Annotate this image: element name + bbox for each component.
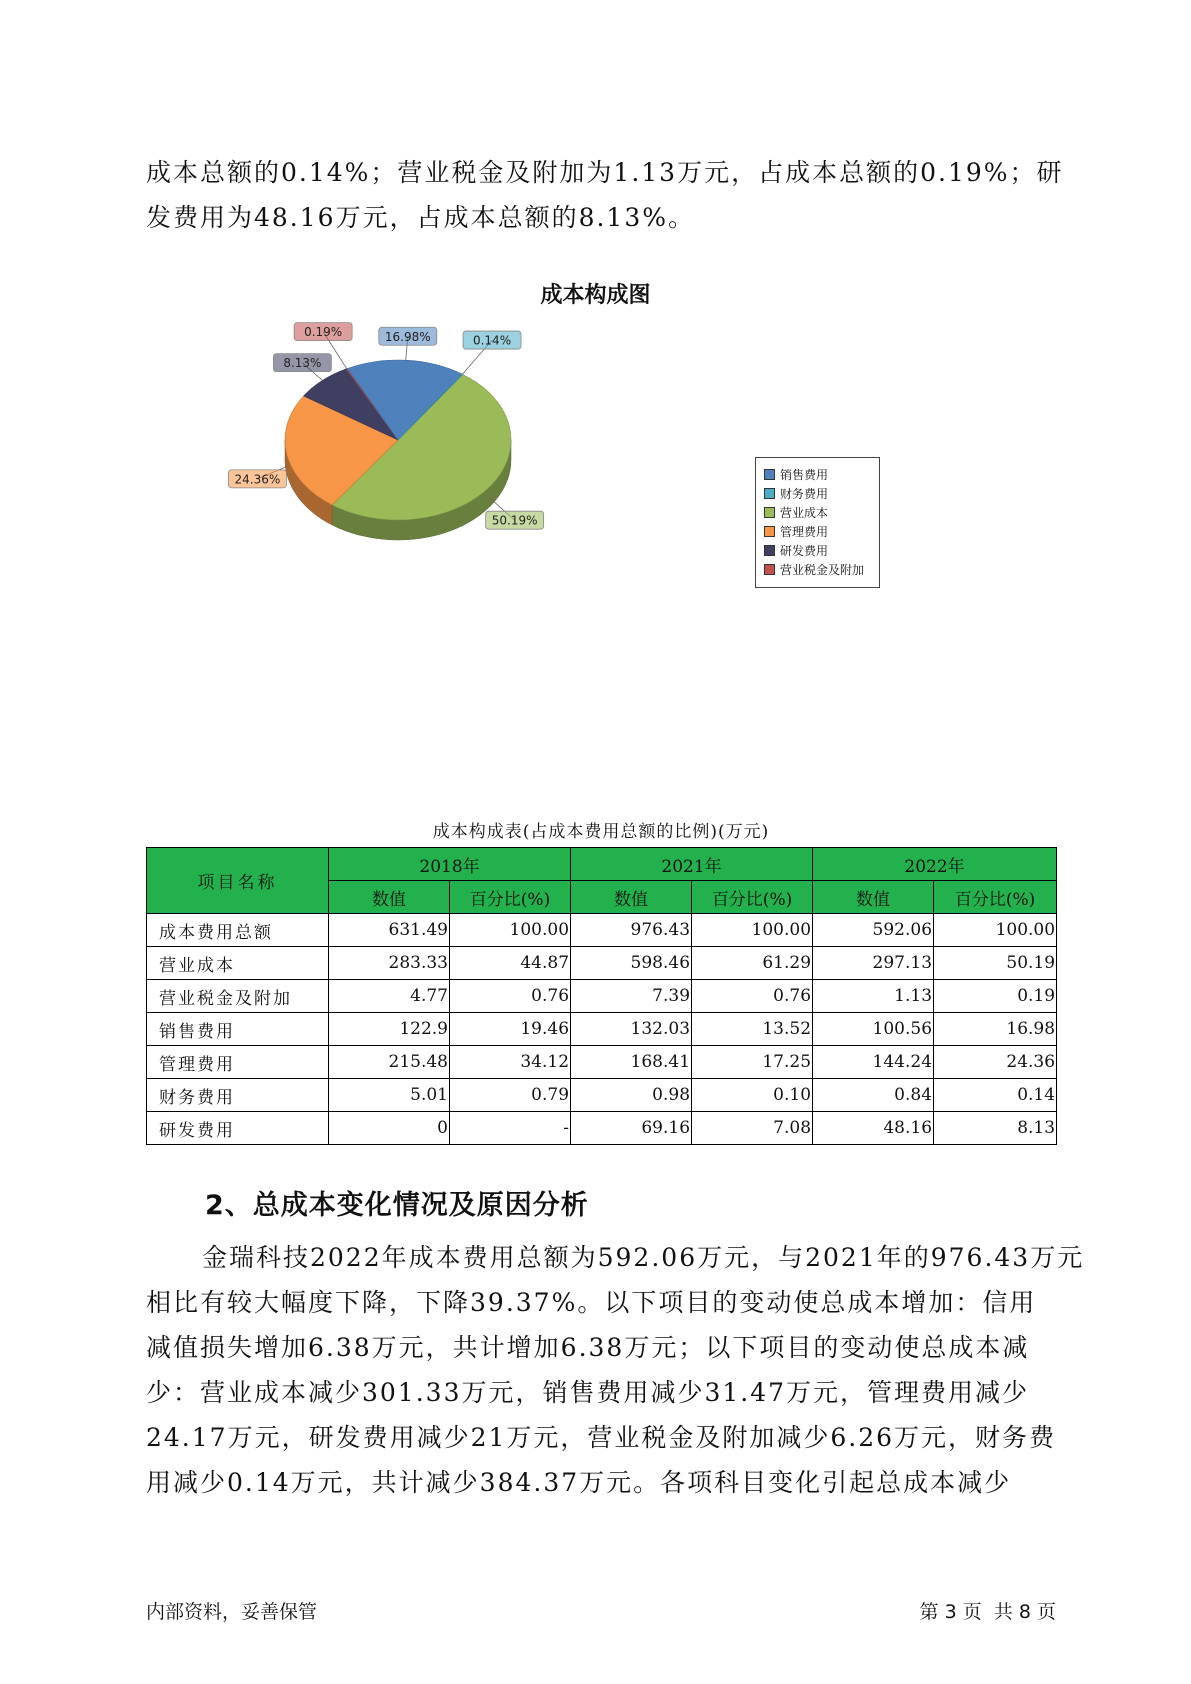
legend-label: 营业成本 xyxy=(780,506,829,520)
table-row xyxy=(147,947,1057,980)
table-header-row xyxy=(147,848,1057,881)
pie-data-label: 0.14% xyxy=(472,333,512,348)
legend-item xyxy=(764,485,879,504)
percent-header: 百分比(%) xyxy=(934,881,1057,914)
page-mid: 页 共 xyxy=(962,1601,1013,1623)
pie-data-label: 24.36% xyxy=(234,472,281,487)
row-name: 销售费用 xyxy=(147,1013,329,1046)
intro-line: 成本总额的0.14%；营业税金及附加为1.13万元，占成本总额的0.19%；研 xyxy=(146,158,1064,187)
table-cell: 0.76 xyxy=(450,980,571,1013)
table-row xyxy=(147,1079,1057,1112)
table-cell: 297.13 xyxy=(813,947,934,980)
value-header: 数值 xyxy=(329,881,450,914)
pie-data-label: 50.19% xyxy=(491,513,538,528)
legend-swatch xyxy=(764,488,775,499)
legend-swatch xyxy=(764,469,775,480)
table-cell: 0.79 xyxy=(450,1079,571,1112)
row-name: 财务费用 xyxy=(147,1079,329,1112)
table-cell: 0.14 xyxy=(934,1079,1057,1112)
table-cell: 0.76 xyxy=(692,980,813,1013)
table-row xyxy=(147,1112,1057,1145)
page-current: 3 xyxy=(944,1601,957,1623)
table-cell: 4.77 xyxy=(329,980,450,1013)
table-cell: 0.19 xyxy=(934,980,1057,1013)
pie-data-label: 8.13% xyxy=(283,356,322,371)
table-cell: 0 xyxy=(329,1112,450,1145)
table-cell: 61.29 xyxy=(692,947,813,980)
table-cell: 283.33 xyxy=(329,947,450,980)
table-cell: 976.43 xyxy=(571,914,692,947)
percent-header: 百分比(%) xyxy=(692,881,813,914)
pie-chart xyxy=(234,325,660,570)
table-cell: 215.48 xyxy=(329,1046,450,1079)
analysis-line: 减值损失增加6.38万元，共计增加6.38万元；以下项目的变动使总成本减 xyxy=(146,1333,1030,1362)
table-cell: 0.84 xyxy=(813,1079,934,1112)
intro-line: 发费用为48.16万元，占成本总额的8.13%。 xyxy=(146,203,695,232)
chart-title: 成本构成图 xyxy=(540,283,651,308)
table-cell: 7.39 xyxy=(571,980,692,1013)
legend-label: 财务费用 xyxy=(780,487,829,501)
footer-confidential-note: 内部资料，妥善保管 xyxy=(146,1601,318,1623)
table-cell: 1.13 xyxy=(813,980,934,1013)
year-header: 2022年 xyxy=(813,848,1057,881)
chart-legend xyxy=(755,457,880,588)
row-name: 营业税金及附加 xyxy=(147,980,329,1013)
page-prefix: 第 xyxy=(919,1601,939,1623)
pie-data-label: 0.19% xyxy=(304,325,343,340)
legend-label: 营业税金及附加 xyxy=(780,563,865,577)
row-name: 管理费用 xyxy=(147,1046,329,1079)
legend-label: 研发费用 xyxy=(780,544,829,558)
year-header: 2018年 xyxy=(329,848,571,881)
table-cell: 592.06 xyxy=(813,914,934,947)
row-name: 研发费用 xyxy=(147,1112,329,1145)
table-cell: 44.87 xyxy=(450,947,571,980)
table-cell: 34.12 xyxy=(450,1046,571,1079)
table-cell: 598.46 xyxy=(571,947,692,980)
pie-data-label: 16.98% xyxy=(384,329,431,344)
table-cell: 7.08 xyxy=(692,1112,813,1145)
legend-swatch xyxy=(764,564,775,575)
table-cell: 8.13 xyxy=(934,1112,1057,1145)
table-cell: 17.25 xyxy=(692,1046,813,1079)
legend-item xyxy=(764,561,879,580)
intro-paragraph xyxy=(146,150,1064,240)
legend-swatch xyxy=(764,507,775,518)
row-name: 营业成本 xyxy=(147,947,329,980)
table-row xyxy=(147,1046,1057,1079)
analysis-paragraph xyxy=(146,1235,1085,1505)
table-cell: 13.52 xyxy=(692,1013,813,1046)
legend-label: 管理费用 xyxy=(780,525,829,539)
section-title: 2、总成本变化情况及原因分析 xyxy=(205,1190,589,1221)
year-header: 2021年 xyxy=(571,848,813,881)
value-header: 数值 xyxy=(571,881,692,914)
legend-swatch xyxy=(764,526,775,537)
value-header: 数值 xyxy=(813,881,934,914)
table-row xyxy=(147,980,1057,1013)
legend-item xyxy=(764,466,879,485)
table-cell: 24.36 xyxy=(934,1046,1057,1079)
table-cell: 132.03 xyxy=(571,1013,692,1046)
table-cell: 0.10 xyxy=(692,1079,813,1112)
table-cell: 122.9 xyxy=(329,1013,450,1046)
table-cell: 144.24 xyxy=(813,1046,934,1079)
cost-table xyxy=(146,847,1057,1145)
page-total: 8 xyxy=(1018,1601,1031,1623)
analysis-line: 用减少0.14万元，共计减少384.37万元。各项科目变化引起总成本减少 xyxy=(146,1468,1012,1497)
page-suffix: 页 xyxy=(1036,1601,1056,1623)
table-cell: 48.16 xyxy=(813,1112,934,1145)
table-cell: 100.00 xyxy=(450,914,571,947)
analysis-line: 少：营业成本减少301.33万元，销售费用减少31.47万元，管理费用减少 xyxy=(146,1378,1030,1407)
table-cell: 631.49 xyxy=(329,914,450,947)
table-caption: 成本构成表(占成本费用总额的比例)(万元) xyxy=(432,822,770,842)
item-name-header: 项目名称 xyxy=(147,848,329,914)
percent-header: 百分比(%) xyxy=(450,881,571,914)
table-cell: 168.41 xyxy=(571,1046,692,1079)
table-cell: 0.98 xyxy=(571,1079,692,1112)
analysis-line: 相比有较大幅度下降，下降39.37%。以下项目的变动使总成本增加：信用 xyxy=(146,1288,1037,1317)
table-cell: 16.98 xyxy=(934,1013,1057,1046)
legend-item xyxy=(764,542,879,561)
table-cell: 100.00 xyxy=(934,914,1057,947)
analysis-line: 金瑞科技2022年成本费用总额为592.06万元，与2021年的976.43万元 xyxy=(202,1243,1085,1272)
legend-item xyxy=(764,504,879,523)
page-number xyxy=(920,1597,1057,1624)
table-row xyxy=(147,1013,1057,1046)
table-cell: 5.01 xyxy=(329,1079,450,1112)
table-cell: 100.56 xyxy=(813,1013,934,1046)
table-cell: 100.00 xyxy=(692,914,813,947)
table-cell: 50.19 xyxy=(934,947,1057,980)
legend-label: 销售费用 xyxy=(780,468,829,482)
analysis-line: 24.17万元，研发费用减少21万元，营业税金及附加减少6.26万元，财务费 xyxy=(146,1423,1057,1452)
legend-item xyxy=(764,523,879,542)
legend-swatch xyxy=(764,545,775,556)
table-cell: - xyxy=(450,1112,571,1145)
table-cell: 69.16 xyxy=(571,1112,692,1145)
table-row xyxy=(147,914,1057,947)
row-name: 成本费用总额 xyxy=(147,914,329,947)
table-cell: 19.46 xyxy=(450,1013,571,1046)
